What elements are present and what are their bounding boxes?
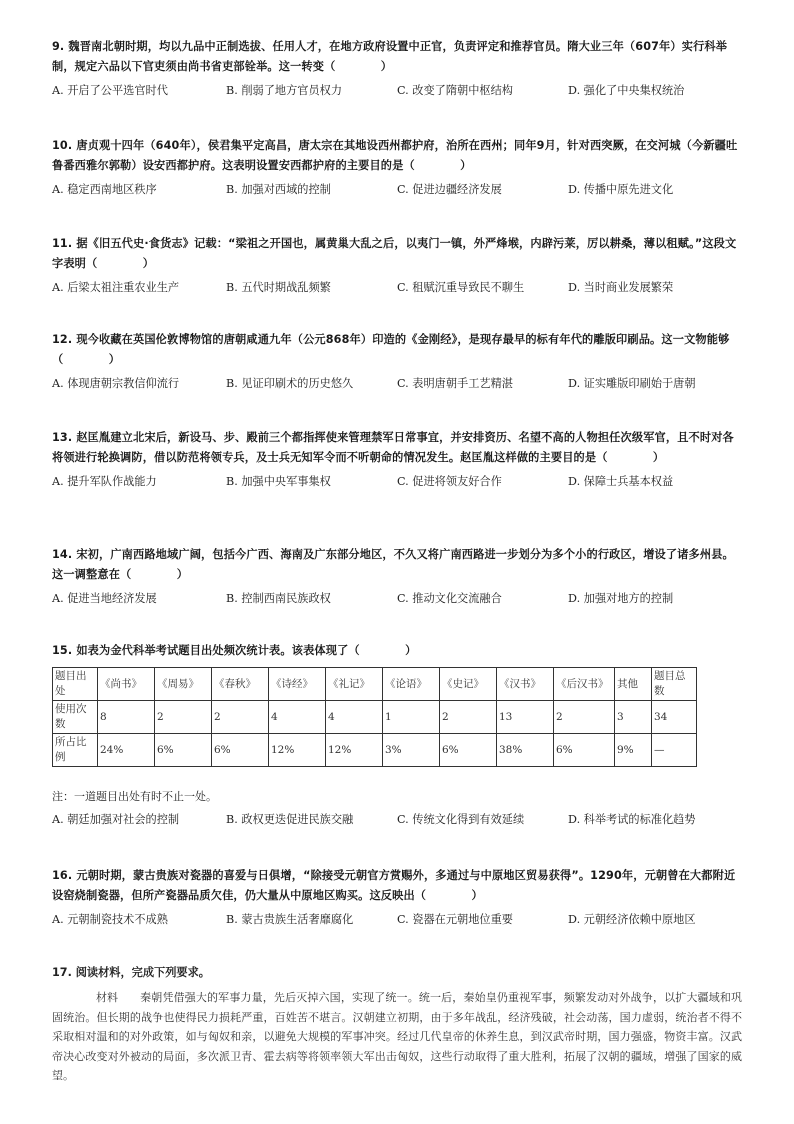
options-row [52, 81, 742, 101]
question-stem: 10. 唐贞观十四年（640年），侯君集平定高昌，唐太宗在其地设西州都护府，治所在西州；同年9月，针对西突厥，在交河城（今新疆吐鲁番西雅尔郭勒）设安西都护府。这表明设置安西都护府的主要目的是（ ） [52, 139, 738, 172]
option-a[interactable]: A. 朝廷加强对社会的控制 [52, 813, 180, 826]
option-d[interactable]: D. 强化了中央集权统治 [568, 84, 685, 97]
question-15 [52, 641, 742, 661]
table-cell: 24% [98, 734, 155, 767]
table-cell: 34 [652, 701, 697, 734]
option-a[interactable]: A. 促进当地经济发展 [52, 592, 157, 605]
table-cell: 题目出处 [53, 668, 98, 701]
option-d[interactable]: D. 元朝经济依赖中原地区 [568, 913, 696, 926]
table-cell: 题目总数 [652, 668, 697, 701]
option-d[interactable]: D. 科举考试的标准化趋势 [568, 813, 696, 826]
table-row [53, 734, 697, 767]
table-cell: 《礼记》 [326, 668, 383, 701]
option-b[interactable]: B. 控制西南民族政权 [226, 592, 331, 605]
options-row [52, 589, 742, 609]
option-c[interactable]: C. 促进边疆经济发展 [397, 183, 502, 196]
option-a[interactable]: A. 元朝制瓷技术不成熟 [52, 913, 168, 926]
table-cell: 《论语》 [383, 668, 440, 701]
table-row [53, 701, 697, 734]
option-b[interactable]: B. 加强中央军事集权 [226, 475, 331, 488]
question-14 [52, 545, 742, 609]
table-cell: 《诗经》 [269, 668, 326, 701]
option-d[interactable]: D. 加强对地方的控制 [568, 592, 674, 605]
table-cell: — [652, 734, 697, 767]
question-13 [52, 428, 742, 492]
table-cell: 6% [155, 734, 212, 767]
option-d[interactable]: D. 当时商业发展繁荣 [568, 281, 674, 294]
table-cell: 《汉书》 [497, 668, 554, 701]
table-cell: 所占比例 [53, 734, 98, 767]
question-17-stem: 17. 阅读材料，完成下列要求。 [52, 966, 210, 979]
question-12 [52, 330, 742, 394]
table-cell: 6% [440, 734, 497, 767]
option-a[interactable]: A. 后梁太祖注重农业生产 [52, 281, 180, 294]
question-stem: 14. 宋初，广南西路地域广阔，包括今广西、海南及广东部分地区，不久又将广南西路进一步划分为多个小的行政区，增设了诸多州县。这一调整意在（ ） [52, 548, 734, 581]
table-cell: 38% [497, 734, 554, 767]
option-c[interactable]: C. 改变了隋朝中枢结构 [397, 84, 513, 97]
question-stem: 13. 赵匡胤建立北宋后，新设马、步、殿前三个都指挥使来管理禁军日常事宜，并安排资历、名望不高的人物担任次级军官，且不时对各将领进行轮换调防，借以防范将领专兵，及士兵无知军令而不听朝命的情况发生。赵匡胤这样做的主要目的是（ ） [52, 431, 734, 464]
table-cell: 2 [155, 701, 212, 734]
option-d[interactable]: D. 保障士兵基本权益 [568, 475, 674, 488]
table-cell: 12% [269, 734, 326, 767]
option-b[interactable]: B. 蒙古贵族生活奢靡腐化 [226, 913, 354, 926]
option-c[interactable]: C. 租赋沉重导致民不聊生 [397, 281, 525, 294]
table-cell: 13 [497, 701, 554, 734]
options-row [52, 374, 742, 394]
question-stem: 11. 据《旧五代史·食货志》记载：“梁祖之开国也，属黄巢大乱之后，以夷门一镇，外严烽堠，内辟污莱，厉以耕桑，薄以租赋。”这段文字表明（ ） [52, 237, 737, 270]
table-cell: 2 [212, 701, 269, 734]
table-note: 注：一道题目出处有时不止一处。 [52, 790, 217, 803]
table-cell: 9% [615, 734, 652, 767]
option-c[interactable]: C. 表明唐朝手工艺精湛 [397, 377, 513, 390]
question-stem: 9. 魏晋南北朝时期，均以九品中正制选拔、任用人才，在地方政府设置中正官，负责评定和推荐官员。隋大业三年（607年）实行科举制，规定六品以下官吏须由尚书省吏部铨举。这一转变（ ） [52, 40, 728, 73]
table-cell: 6% [554, 734, 615, 767]
options-row [52, 810, 742, 830]
option-b[interactable]: B. 政权更迭促进民族交融 [226, 813, 354, 826]
table-cell: 2 [440, 701, 497, 734]
table-cell: 8 [98, 701, 155, 734]
table-cell: 《史记》 [440, 668, 497, 701]
option-d[interactable]: D. 证实雕版印刷始于唐朝 [568, 377, 696, 390]
table-cell: 1 [383, 701, 440, 734]
question-9 [52, 37, 742, 101]
table-cell: 4 [269, 701, 326, 734]
table-cell: 12% [326, 734, 383, 767]
question-15-options [52, 806, 742, 830]
question-stem: 16. 元朝时期，蒙古贵族对瓷器的喜爱与日俱增，“除接受元朝官方赏赐外，多通过与中原地区贸易获得”。1290年，元朝曾在大都附近设窑烧制瓷器，但所产瓷器品质欠佳，仍大量从中原地区购买。这反映出（ ） [52, 869, 736, 902]
option-a[interactable]: A. 开启了公平选官时代 [52, 84, 168, 97]
table-cell: 3% [383, 734, 440, 767]
option-c[interactable]: C. 瓷器在元朝地位重要 [397, 913, 513, 926]
table-row [53, 668, 697, 701]
question-stem: 15. 如表为金代科举考试题目出处频次统计表。该表体现了（ ） [52, 644, 417, 657]
table-cell: 2 [554, 701, 615, 734]
option-c[interactable]: C. 传统文化得到有效延续 [397, 813, 525, 826]
option-b[interactable]: B. 五代时期战乱频繁 [226, 281, 331, 294]
table-cell: 3 [615, 701, 652, 734]
options-row [52, 278, 742, 298]
material-text: 秦朝凭借强大的军事力量，先后灭掉六国，实现了统一。统一后，秦始皇仍重视军事，频繁发动对外战争，以扩大疆域和巩固统治。但长期的战争也使得民力损耗严重，百姓苦不堪言。汉朝建立初期，由于多年战乱，经济残破，社会动荡，国力虚弱，统治者不得不采取相对温和的对外政策，如与匈奴和亲，以避免大规模的军事冲突。经过几代皇帝的休养生息，到汉武帝时期，国力强盛，物资丰富。汉武帝决心改变对外被动的局面，多次派卫青、霍去病等将领率领大军出击匈奴，这些行动取得了重大胜利，拓展了汉朝的疆域，增强了国家的威望。 [52, 991, 742, 1082]
question-stem: 12. 现今收藏在英国伦敦博物馆的唐朝咸通九年（公元868年）印造的《金刚经》，是现存最早的标有年代的雕版印刷品。这一文物能够（ ） [52, 333, 730, 366]
table-cell: 6% [212, 734, 269, 767]
table-cell: 《春秋》 [212, 668, 269, 701]
options-row [52, 910, 742, 930]
table-cell: 《尚书》 [98, 668, 155, 701]
table-cell: 4 [326, 701, 383, 734]
material-label: 材料 [96, 991, 118, 1004]
table-cell: 《周易》 [155, 668, 212, 701]
material-paragraph [52, 988, 742, 1086]
question-10 [52, 136, 742, 200]
option-c[interactable]: C. 推动文化交流融合 [397, 592, 502, 605]
option-a[interactable]: A. 体现唐朝宗教信仰流行 [52, 377, 180, 390]
option-c[interactable]: C. 促进将领友好合作 [397, 475, 502, 488]
option-d[interactable]: D. 传播中原先进文化 [568, 183, 674, 196]
option-b[interactable]: B. 加强对西域的控制 [226, 183, 331, 196]
options-row [52, 472, 742, 492]
table-cell: 其他 [615, 668, 652, 701]
option-b[interactable]: B. 削弱了地方官员权力 [226, 84, 343, 97]
question-16 [52, 866, 742, 930]
options-row [52, 180, 742, 200]
question-11 [52, 234, 742, 298]
option-a[interactable]: A. 提升军队作战能力 [52, 475, 157, 488]
frequency-table [52, 667, 697, 767]
table-cell: 使用次数 [53, 701, 98, 734]
option-a[interactable]: A. 稳定西南地区秩序 [52, 183, 157, 196]
option-b[interactable]: B. 见证印刷术的历史悠久 [226, 377, 354, 390]
table-cell: 《后汉书》 [554, 668, 615, 701]
